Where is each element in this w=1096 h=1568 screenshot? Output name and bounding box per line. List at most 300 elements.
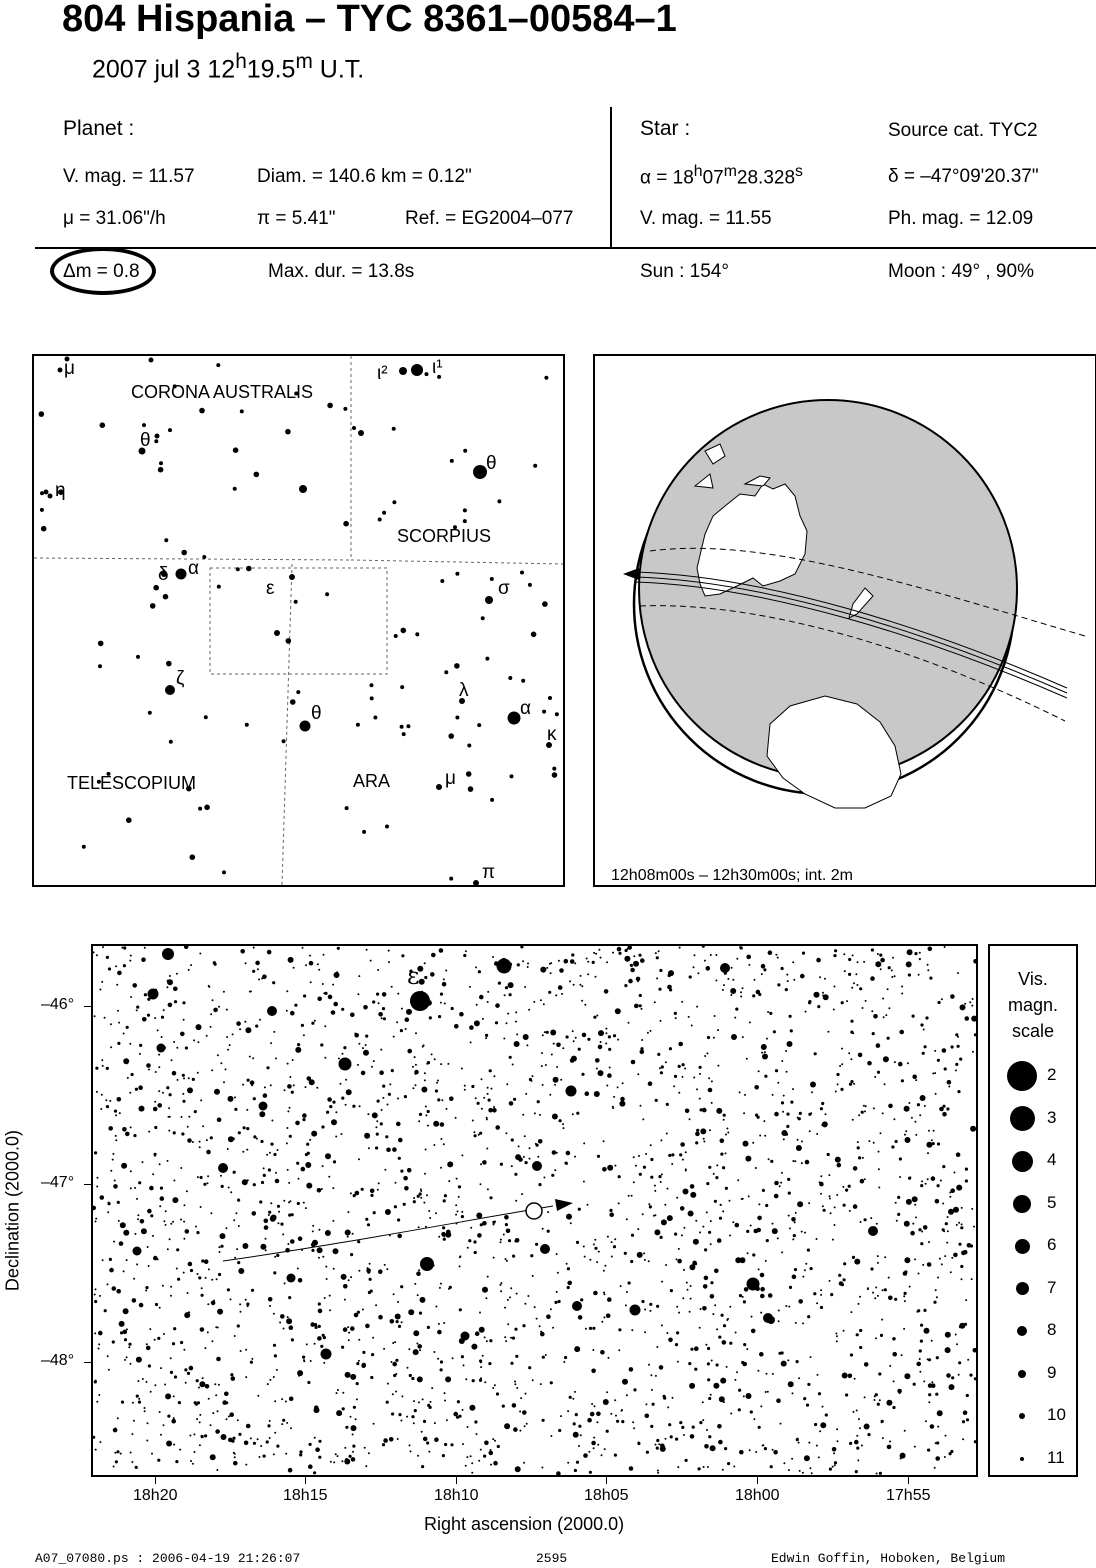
field-star [483,1455,486,1458]
field-star [932,1073,934,1075]
field-star [541,1065,543,1067]
field-star [762,1444,764,1446]
field-star [420,1297,426,1303]
field-star [370,1189,375,1194]
field-star [169,1116,171,1118]
field-star [138,1181,141,1184]
field-star [773,1450,778,1455]
field-star [285,1401,287,1403]
field-star [836,1335,838,1337]
field-star [166,1086,169,1089]
field-star [633,961,639,967]
field-star [853,1166,858,1171]
field-star [650,1176,653,1179]
field-star [170,1223,172,1225]
field-star [802,1276,804,1278]
field-star [184,1312,190,1318]
field-star [173,1041,175,1043]
field-star [882,998,884,1000]
field-star [788,1381,794,1387]
field-star [416,1271,421,1276]
field-star [475,966,477,968]
field-star [341,1346,344,1349]
field-star [621,1410,623,1412]
field-star [707,1378,710,1381]
field-star [596,1412,601,1417]
field-star [511,1165,513,1167]
field-star [120,1331,123,1334]
mag-scale-title-line: magn. [1007,995,1059,1015]
field-star [864,1362,869,1367]
field-star [236,1248,238,1250]
field-star [618,1175,621,1178]
field-star [200,1176,203,1179]
field-star [312,1225,314,1227]
field-star [546,1314,551,1319]
field-star [341,1097,344,1100]
field-star [99,1441,101,1443]
field-star [687,1289,689,1291]
field-star [298,1375,300,1377]
field-star [329,1105,332,1108]
field-star [808,1001,811,1004]
constellation-star [542,601,548,607]
field-star [566,1263,568,1265]
field-star [163,1009,165,1011]
field-star [180,1167,182,1169]
field-star [296,1162,299,1165]
field-star [766,1038,768,1040]
field-star [147,1246,149,1248]
field-star [439,1287,441,1289]
field-star [150,1391,152,1393]
field-star [324,1057,326,1059]
field-star [324,1025,326,1027]
field-star [639,994,642,997]
field-star [789,1286,792,1289]
field-star [123,964,126,967]
field-star [933,1301,936,1304]
field-star [742,1198,744,1200]
field-star [878,1372,881,1375]
field-star [604,1293,606,1295]
field-star [540,1331,542,1333]
bright-star [566,1086,577,1097]
field-star [734,1379,736,1381]
field-star [695,1141,698,1144]
field-star [220,1175,222,1177]
field-star [275,1172,277,1174]
field-star [668,970,674,976]
field-star [217,1054,219,1056]
field-star [914,1258,916,1260]
field-star [860,1221,862,1223]
field-star [196,1418,198,1420]
mag-scale-dot [1016,1282,1029,1295]
constellation-star [217,585,221,589]
field-star [253,947,255,949]
field-star [422,1046,424,1048]
field-star [666,1103,669,1106]
field-star [918,1228,921,1231]
field-star [719,1396,725,1402]
field-star [824,978,826,980]
x-tick-18h20: 18h20 [133,1487,178,1504]
field-star [446,1419,448,1421]
field-star [133,1134,136,1137]
field-star [162,1285,164,1287]
field-star [770,1160,773,1163]
field-star [558,985,563,990]
field-star [176,1268,178,1270]
field-star [690,1298,692,1300]
field-star [348,1279,350,1281]
field-star [942,1048,947,1053]
field-star [729,1306,731,1308]
field-star [713,1173,715,1175]
field-star [956,1224,958,1226]
field-star [542,1084,544,1086]
field-star [878,1151,880,1153]
field-star [716,1363,719,1366]
field-star [378,1182,380,1184]
field-star [417,1344,422,1349]
field-star [564,959,569,964]
field-star [678,1092,680,1094]
field-star [440,1138,442,1140]
field-star [121,1401,124,1404]
field-star [801,1140,803,1142]
field-star [182,1074,185,1077]
field-star [567,1286,570,1289]
field-star [549,1094,551,1096]
field-star [490,1464,492,1466]
field-star [602,1167,607,1172]
field-star [474,1420,477,1423]
field-star [412,1066,414,1068]
field-star [835,1333,837,1335]
field-star [855,973,857,975]
field-star [349,1455,352,1458]
field-star [664,1204,666,1206]
field-star [576,1241,579,1244]
field-star [705,1344,707,1346]
field-star [214,1383,216,1385]
field-star [717,1238,722,1243]
field-star [98,1348,100,1350]
field-star [476,1213,482,1219]
mag-scale-label: 2 [1047,1065,1057,1084]
field-star [310,981,312,983]
field-star [561,993,563,995]
field-star [521,1193,523,1195]
field-star [743,1112,745,1114]
field-star [884,1288,887,1291]
field-star [205,1384,210,1389]
field-star [603,1316,605,1318]
field-star [527,966,529,968]
constellation-star [282,739,286,743]
field-star [783,1462,785,1464]
field-star [286,1127,288,1129]
field-star [165,1393,171,1399]
field-star [689,975,692,978]
field-star [951,1376,954,1379]
field-star [679,1153,682,1156]
constellation-star [154,439,158,443]
field-star [790,1029,793,1032]
field-star [742,1362,747,1367]
field-star [592,1327,595,1330]
field-star [822,1121,828,1127]
constellation-star [168,428,172,432]
boundary-line [351,560,563,564]
field-star [225,1401,228,1404]
field-star [417,1376,423,1382]
constellation-star [467,744,471,748]
field-star [550,1381,553,1384]
field-star [524,1303,526,1305]
field-star [415,1032,417,1034]
field-star [470,1455,472,1457]
field-star [199,1421,201,1423]
field-star [393,1293,395,1295]
bright-star [767,1316,775,1324]
field-star [774,1194,779,1199]
field-star [760,1273,765,1278]
field-star [618,1349,620,1351]
field-star [822,995,824,997]
field-star [109,1258,112,1261]
field-star [960,1265,963,1268]
field-star [477,1233,482,1238]
field-star [604,989,609,994]
field-star [151,1453,153,1455]
field-star [369,1263,371,1265]
field-star [920,1242,923,1245]
field-star [483,1097,485,1099]
field-star [792,1160,794,1162]
field-star [419,1312,422,1315]
field-star [250,1437,252,1439]
field-star [858,1418,860,1420]
field-star [895,1202,897,1204]
field-star [350,1013,355,1018]
field-star [919,1114,921,1116]
globe-panel [593,354,1096,887]
field-star [649,1303,652,1306]
field-star [722,1469,724,1471]
field-star [752,1142,754,1144]
field-star [110,1046,112,1048]
field-star [757,1370,759,1372]
field-star [444,1194,447,1197]
field-star [545,1064,547,1066]
field-star [531,1080,533,1082]
field-star [413,1330,419,1336]
field-star [335,1111,337,1113]
field-star [899,1157,902,1160]
mag-scale-dot [1020,1457,1024,1461]
field-star [510,1362,513,1365]
field-star [257,968,259,970]
field-star [274,1354,277,1357]
field-star [539,1325,541,1327]
field-star [154,1155,156,1157]
constellation-star [463,519,467,523]
greek-theta-sco: θ [486,453,497,474]
field-star [148,1364,151,1367]
field-star [488,1362,491,1365]
field-star [601,1321,603,1323]
field-star [345,1372,351,1378]
field-star [617,1039,619,1041]
constellation-star [466,771,472,777]
field-star [218,1273,221,1276]
field-star [350,1416,352,1418]
field-star [208,986,210,988]
field-star [395,1314,401,1320]
field-star [939,1258,941,1260]
field-star [259,1200,262,1203]
field-star [352,1233,354,1235]
field-star [909,1176,911,1178]
field-star [877,1403,880,1406]
field-star [207,1331,209,1333]
field-star [288,957,294,963]
field-star [500,1284,502,1286]
constellation-star [555,712,559,716]
field-star [263,1093,268,1098]
field-star [920,1340,923,1343]
constellation-map [32,354,565,887]
field-star [729,1200,731,1202]
field-star [468,1239,471,1242]
field-star [240,1311,242,1313]
field-star [689,1311,691,1313]
field-star [117,1042,120,1045]
field-star [895,1140,898,1143]
field-star [660,1446,666,1452]
field-star [583,1453,588,1458]
field-star [372,1112,378,1118]
field-star [656,1447,659,1450]
field-star [94,1332,96,1334]
field-star [965,1179,968,1182]
field-star [962,1420,965,1423]
field-star [928,1130,930,1132]
field-star [556,1471,561,1475]
field-star [944,1067,947,1070]
field-star [94,1300,97,1303]
mag-scale-dot [1018,1370,1026,1378]
field-star [285,1453,287,1455]
field-star [699,1073,701,1075]
field-star [418,1269,420,1271]
field-star [875,1393,878,1396]
field-star [556,1043,561,1048]
field-star [123,946,126,949]
field-star [899,1176,901,1178]
field-star [482,1287,488,1293]
field-star [638,1155,640,1157]
field-star [350,1192,352,1194]
globe-caption: 12h08m00s – 12h30m00s; int. 2m [611,867,853,884]
field-star [325,1266,327,1268]
field-star [314,1020,316,1022]
field-star [538,1139,543,1144]
field-star [931,1139,933,1141]
field-star [443,1143,445,1145]
field-star [139,1303,144,1308]
field-star [655,1444,657,1446]
constellation-star [204,715,208,719]
field-star [614,1454,617,1457]
constellation-star [345,806,349,810]
field-star [273,1313,275,1315]
field-star [484,1381,486,1383]
field-star [311,1131,317,1137]
field-star [763,968,766,971]
field-star [228,1136,234,1142]
field-star [245,1376,247,1378]
field-star [888,1007,890,1009]
field-star [138,1401,141,1404]
field-star [382,1443,385,1446]
field-star [798,1442,800,1444]
field-star [830,1212,832,1214]
star-chart [91,944,978,1477]
field-star [443,1322,445,1324]
field-star [481,1078,483,1080]
field-star [606,961,608,963]
constellation-star [325,592,329,596]
planet-vmag: V. mag. = 11.57 [63,166,195,187]
field-star [328,995,333,1000]
field-star [149,1328,151,1330]
target-star-circle [526,1203,542,1219]
field-star [549,963,551,965]
field-star [633,1156,635,1158]
field-star [932,1142,935,1145]
field-star [322,1256,324,1258]
field-star [230,1191,232,1193]
field-star [268,1211,271,1214]
field-star [845,1393,848,1396]
field-star [176,973,178,975]
field-star [843,1262,846,1265]
field-star [101,981,103,983]
greek-alpha-tel: α [188,558,199,579]
field-star [385,1209,391,1215]
field-star [397,1218,400,1221]
field-star [433,1144,435,1146]
field-star [528,1366,531,1369]
field-star [655,952,657,954]
field-star [604,1265,606,1267]
field-star [178,1401,181,1404]
field-star [185,1229,190,1234]
field-star [534,1306,536,1308]
field-star [199,1414,201,1416]
field-star [640,958,645,963]
field-star [257,1395,259,1397]
field-star [947,1216,949,1218]
field-star [494,1440,496,1442]
field-star [567,1267,570,1270]
field-star [560,1415,562,1417]
field-star [603,1270,605,1272]
